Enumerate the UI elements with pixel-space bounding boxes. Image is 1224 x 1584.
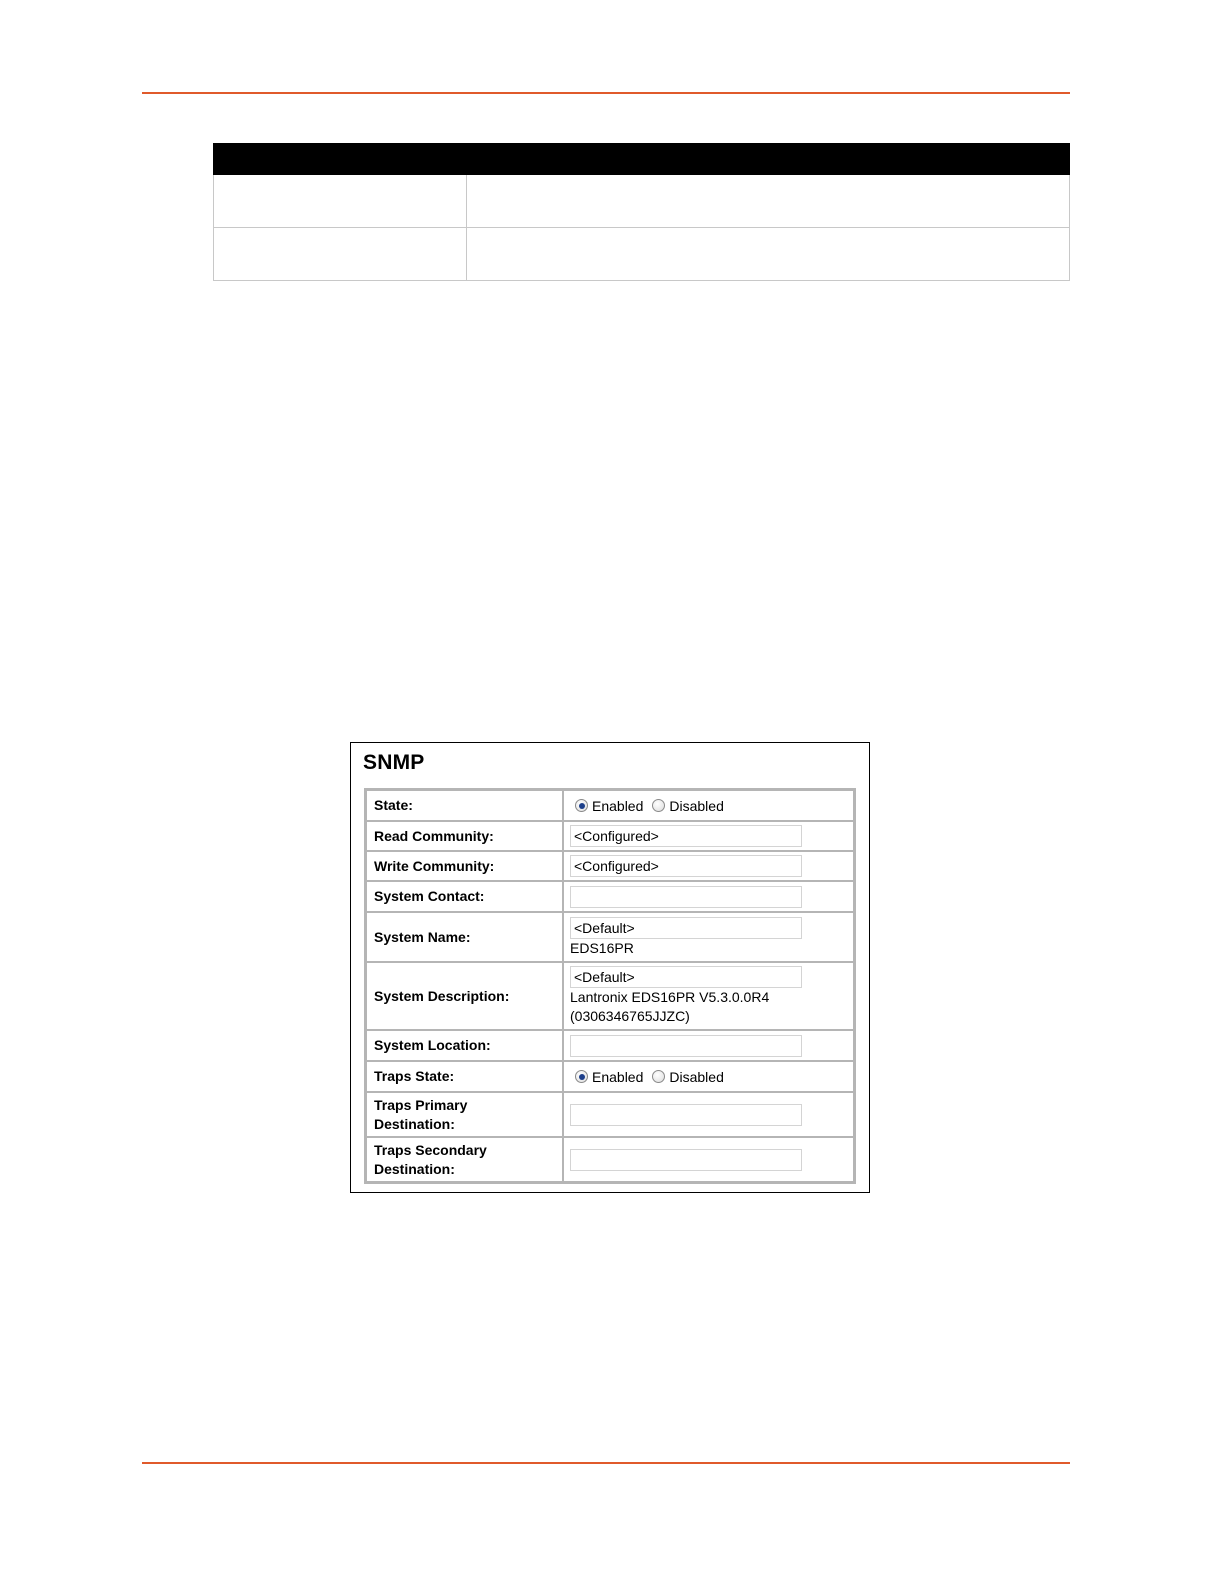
system-name-input[interactable]: <Default> bbox=[570, 917, 802, 939]
system-description-input[interactable]: <Default> bbox=[570, 966, 802, 988]
read-community-input[interactable]: <Configured> bbox=[570, 825, 802, 847]
table-header-cell bbox=[214, 144, 467, 175]
snmp-title: SNMP bbox=[363, 751, 425, 774]
table-row bbox=[214, 228, 1070, 281]
table-cell bbox=[214, 175, 467, 228]
document-table bbox=[213, 143, 1070, 281]
traps-primary-label bbox=[366, 1092, 563, 1137]
system-contact-label: System Contact: bbox=[366, 881, 563, 912]
traps-secondary-input[interactable] bbox=[570, 1149, 802, 1171]
state-enabled-radio[interactable] bbox=[575, 799, 588, 812]
traps-primary-row bbox=[366, 1092, 854, 1137]
table-cell bbox=[467, 228, 1070, 281]
state-enabled-label[interactable]: Enabled bbox=[592, 797, 644, 814]
read-community-label: Read Community: bbox=[366, 821, 563, 851]
system-location-row bbox=[366, 1030, 854, 1061]
system-name-label: System Name: bbox=[366, 912, 563, 962]
traps-state-radio-group bbox=[570, 1069, 846, 1085]
system-description-label: System Description: bbox=[366, 962, 563, 1030]
table-cell bbox=[214, 228, 467, 281]
traps-state-row bbox=[366, 1061, 854, 1092]
system-name-current: EDS16PR bbox=[570, 939, 634, 956]
table-header-cell bbox=[467, 144, 1070, 175]
system-description-current-line1: Lantronix EDS16PR V5.3.0.0R4 bbox=[570, 989, 770, 1005]
table-header-row bbox=[214, 144, 1070, 175]
traps-secondary-label-line1: Traps Secondary bbox=[374, 1141, 487, 1158]
system-description-row bbox=[366, 962, 854, 1030]
table-row bbox=[214, 175, 1070, 228]
table-cell bbox=[467, 175, 1070, 228]
state-label: State: bbox=[366, 790, 563, 821]
traps-secondary-label-line2: Destination: bbox=[374, 1160, 455, 1177]
traps-disabled-radio[interactable] bbox=[652, 1070, 665, 1083]
state-radio-group bbox=[570, 798, 846, 814]
header-rule bbox=[142, 92, 1070, 94]
traps-primary-label-line1: Traps Primary bbox=[374, 1096, 468, 1113]
snmp-settings-table bbox=[364, 788, 856, 1184]
state-disabled-label[interactable]: Disabled bbox=[669, 797, 724, 814]
snmp-screenshot bbox=[350, 742, 870, 1193]
traps-enabled-label[interactable]: Enabled bbox=[592, 1068, 644, 1085]
traps-primary-input[interactable] bbox=[570, 1104, 802, 1126]
system-name-row bbox=[366, 912, 854, 962]
footer-rule bbox=[142, 1462, 1070, 1464]
system-contact-input[interactable] bbox=[570, 886, 802, 908]
traps-state-label: Traps State: bbox=[366, 1061, 563, 1092]
read-community-row bbox=[366, 821, 854, 851]
traps-secondary-row bbox=[366, 1137, 854, 1182]
system-contact-row bbox=[366, 881, 854, 912]
system-location-input[interactable] bbox=[570, 1035, 802, 1057]
system-description-current-line2: (0306346765JJZC) bbox=[570, 1008, 690, 1024]
write-community-label: Write Community: bbox=[366, 851, 563, 881]
write-community-row bbox=[366, 851, 854, 881]
system-location-label: System Location: bbox=[366, 1030, 563, 1061]
traps-disabled-label[interactable]: Disabled bbox=[669, 1068, 724, 1085]
state-row bbox=[366, 790, 854, 821]
traps-secondary-label bbox=[366, 1137, 563, 1182]
write-community-input[interactable]: <Configured> bbox=[570, 855, 802, 877]
traps-enabled-radio[interactable] bbox=[575, 1070, 588, 1083]
state-disabled-radio[interactable] bbox=[652, 799, 665, 812]
traps-primary-label-line2: Destination: bbox=[374, 1115, 455, 1132]
